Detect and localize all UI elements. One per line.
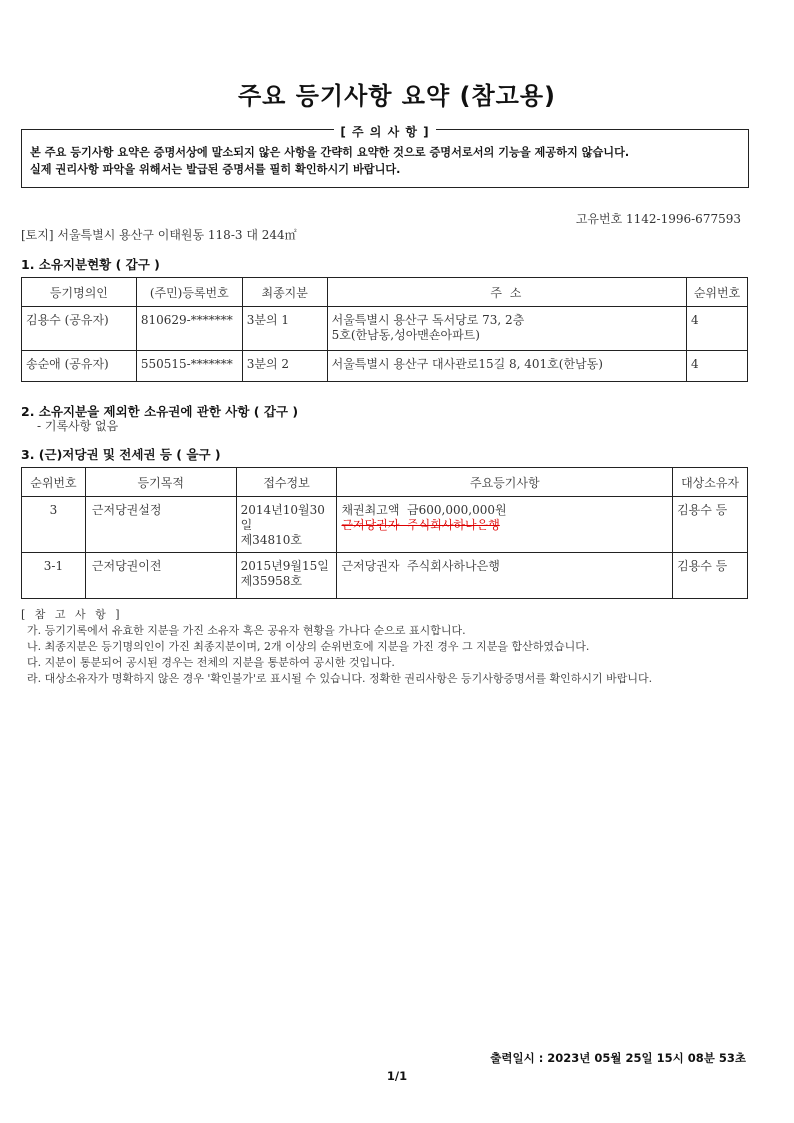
notice-box	[21, 125, 749, 188]
notice-line-2: 실제 권리사항 파악을 위해서는 발급된 증명서를 필히 확인하시기 바랍니다.	[30, 163, 401, 176]
owner-rank: 4	[687, 351, 748, 382]
reference-notes	[21, 607, 761, 687]
mortgage-purpose: 근저당권설정	[85, 497, 236, 553]
address-line: 서울특별시 용산구 독서당로 73, 2층	[331, 313, 525, 327]
table-header-row	[22, 278, 748, 307]
address-line: 5호(한남동,성아맨숀아파트)	[331, 328, 480, 342]
mortgage-owner: 김용수 등	[673, 497, 748, 553]
page-number: 1/1	[386, 1069, 408, 1083]
table-row	[22, 307, 748, 351]
mortgage-rank: 3-1	[22, 553, 86, 599]
address-line: 서울특별시 용산구 대사관로15길 8, 401호(한남동)	[331, 357, 603, 371]
owner-address	[327, 307, 686, 351]
mortgage-receipt	[236, 553, 337, 599]
owner-name: 김용수 (공유자)	[22, 307, 137, 351]
mortgage-purpose: 근저당권이전	[85, 553, 236, 599]
land-info: [토지] 서울특별시 용산구 이태원동 118-3 대 244㎡	[21, 228, 297, 242]
owner-share: 3분의 2	[242, 351, 327, 382]
col-header-address: 주 소	[327, 278, 686, 307]
reference-item: 라. 대상소유자가 명확하지 않은 경우 '확인불가'로 표시될 수 있습니다. 정확한 권리사항은 등기사항증명서를 확인하시기 바랍니다.	[27, 672, 653, 685]
owner-address	[327, 351, 686, 382]
page-title: 주요 등기사항 요약 (참고용)	[237, 82, 557, 110]
section2-title: 2. 소유지분을 제외한 소유권에 관한 사항 ( 갑구 )	[21, 404, 299, 419]
owner-name: 송순애 (공유자)	[22, 351, 137, 382]
notice-line-1: 본 주요 등기사항 요약은 증명서상에 말소되지 않은 사항을 간략히 요약한 것으로 증명서로서의 기능을 제공하지 않습니다.	[30, 146, 630, 159]
table-row	[22, 553, 748, 599]
col-header-reg: (주민)등록번호	[136, 278, 242, 307]
reference-item: 나. 최종지분은 등기명의인이 가진 최종지분이며, 2개 이상의 순위번호에 지분을 가진 경우 그 지분을 합산하였습니다.	[27, 640, 590, 653]
col-header-name: 등기명의인	[22, 278, 137, 307]
mortgage-table	[21, 467, 748, 599]
table-header-row	[22, 468, 748, 497]
ownership-table	[21, 277, 748, 382]
col-header-rank: 순위번호	[22, 468, 86, 497]
receipt-number: 제35958호	[240, 574, 302, 588]
printed-timestamp: 출력일시 : 2023년 05월 25일 15시 08분 53초	[490, 1051, 746, 1065]
col-header-share: 최종지분	[242, 278, 327, 307]
col-header-owner: 대상소유자	[673, 468, 748, 497]
detail-line-struck: 근저당권자 주식회사하나은행	[341, 518, 500, 532]
mortgage-details	[337, 553, 673, 599]
reference-item: 다. 지분이 통분되어 공시된 경우는 전체의 지분을 통분하여 공시한 것입니다.	[27, 656, 395, 669]
section3-title: 3. (근)저당권 및 전세권 등 ( 을구 )	[21, 447, 221, 462]
detail-line: 채권최고액 금600,000,000원	[341, 503, 507, 517]
notice-text	[30, 144, 740, 178]
receipt-date: 2014년10월30일	[240, 503, 325, 532]
col-header-rank: 순위번호	[687, 278, 748, 307]
notice-heading: [ 주 의 사 항 ]	[334, 125, 435, 139]
detail-line: 근저당권자 주식회사하나은행	[341, 559, 500, 573]
unique-number: 고유번호 1142-1996-677593	[575, 212, 741, 226]
col-header-purpose: 등기목적	[85, 468, 236, 497]
col-header-details: 주요등기사항	[337, 468, 673, 497]
mortgage-rank: 3	[22, 497, 86, 553]
owner-reg: 550515-*******	[136, 351, 242, 382]
reference-item: 가. 등기기록에서 유효한 지분을 가진 소유자 혹은 공유자 현황을 가나다 순으로 표시합니다.	[27, 624, 466, 637]
table-row	[22, 351, 748, 382]
mortgage-details	[337, 497, 673, 553]
reference-heading: [ 참 고 사 항 ]	[21, 608, 123, 621]
table-row	[22, 497, 748, 553]
owner-rank: 4	[687, 307, 748, 351]
receipt-number: 제34810호	[240, 533, 302, 547]
section1-title: 1. 소유지분현황 ( 갑구 )	[21, 257, 160, 272]
mortgage-receipt	[236, 497, 337, 553]
section2-content: - 기록사항 없음	[37, 419, 119, 433]
owner-reg: 810629-*******	[136, 307, 242, 351]
receipt-date: 2015년9월15일	[240, 559, 329, 573]
mortgage-owner: 김용수 등	[673, 553, 748, 599]
col-header-receipt: 접수정보	[236, 468, 337, 497]
owner-share: 3분의 1	[242, 307, 327, 351]
